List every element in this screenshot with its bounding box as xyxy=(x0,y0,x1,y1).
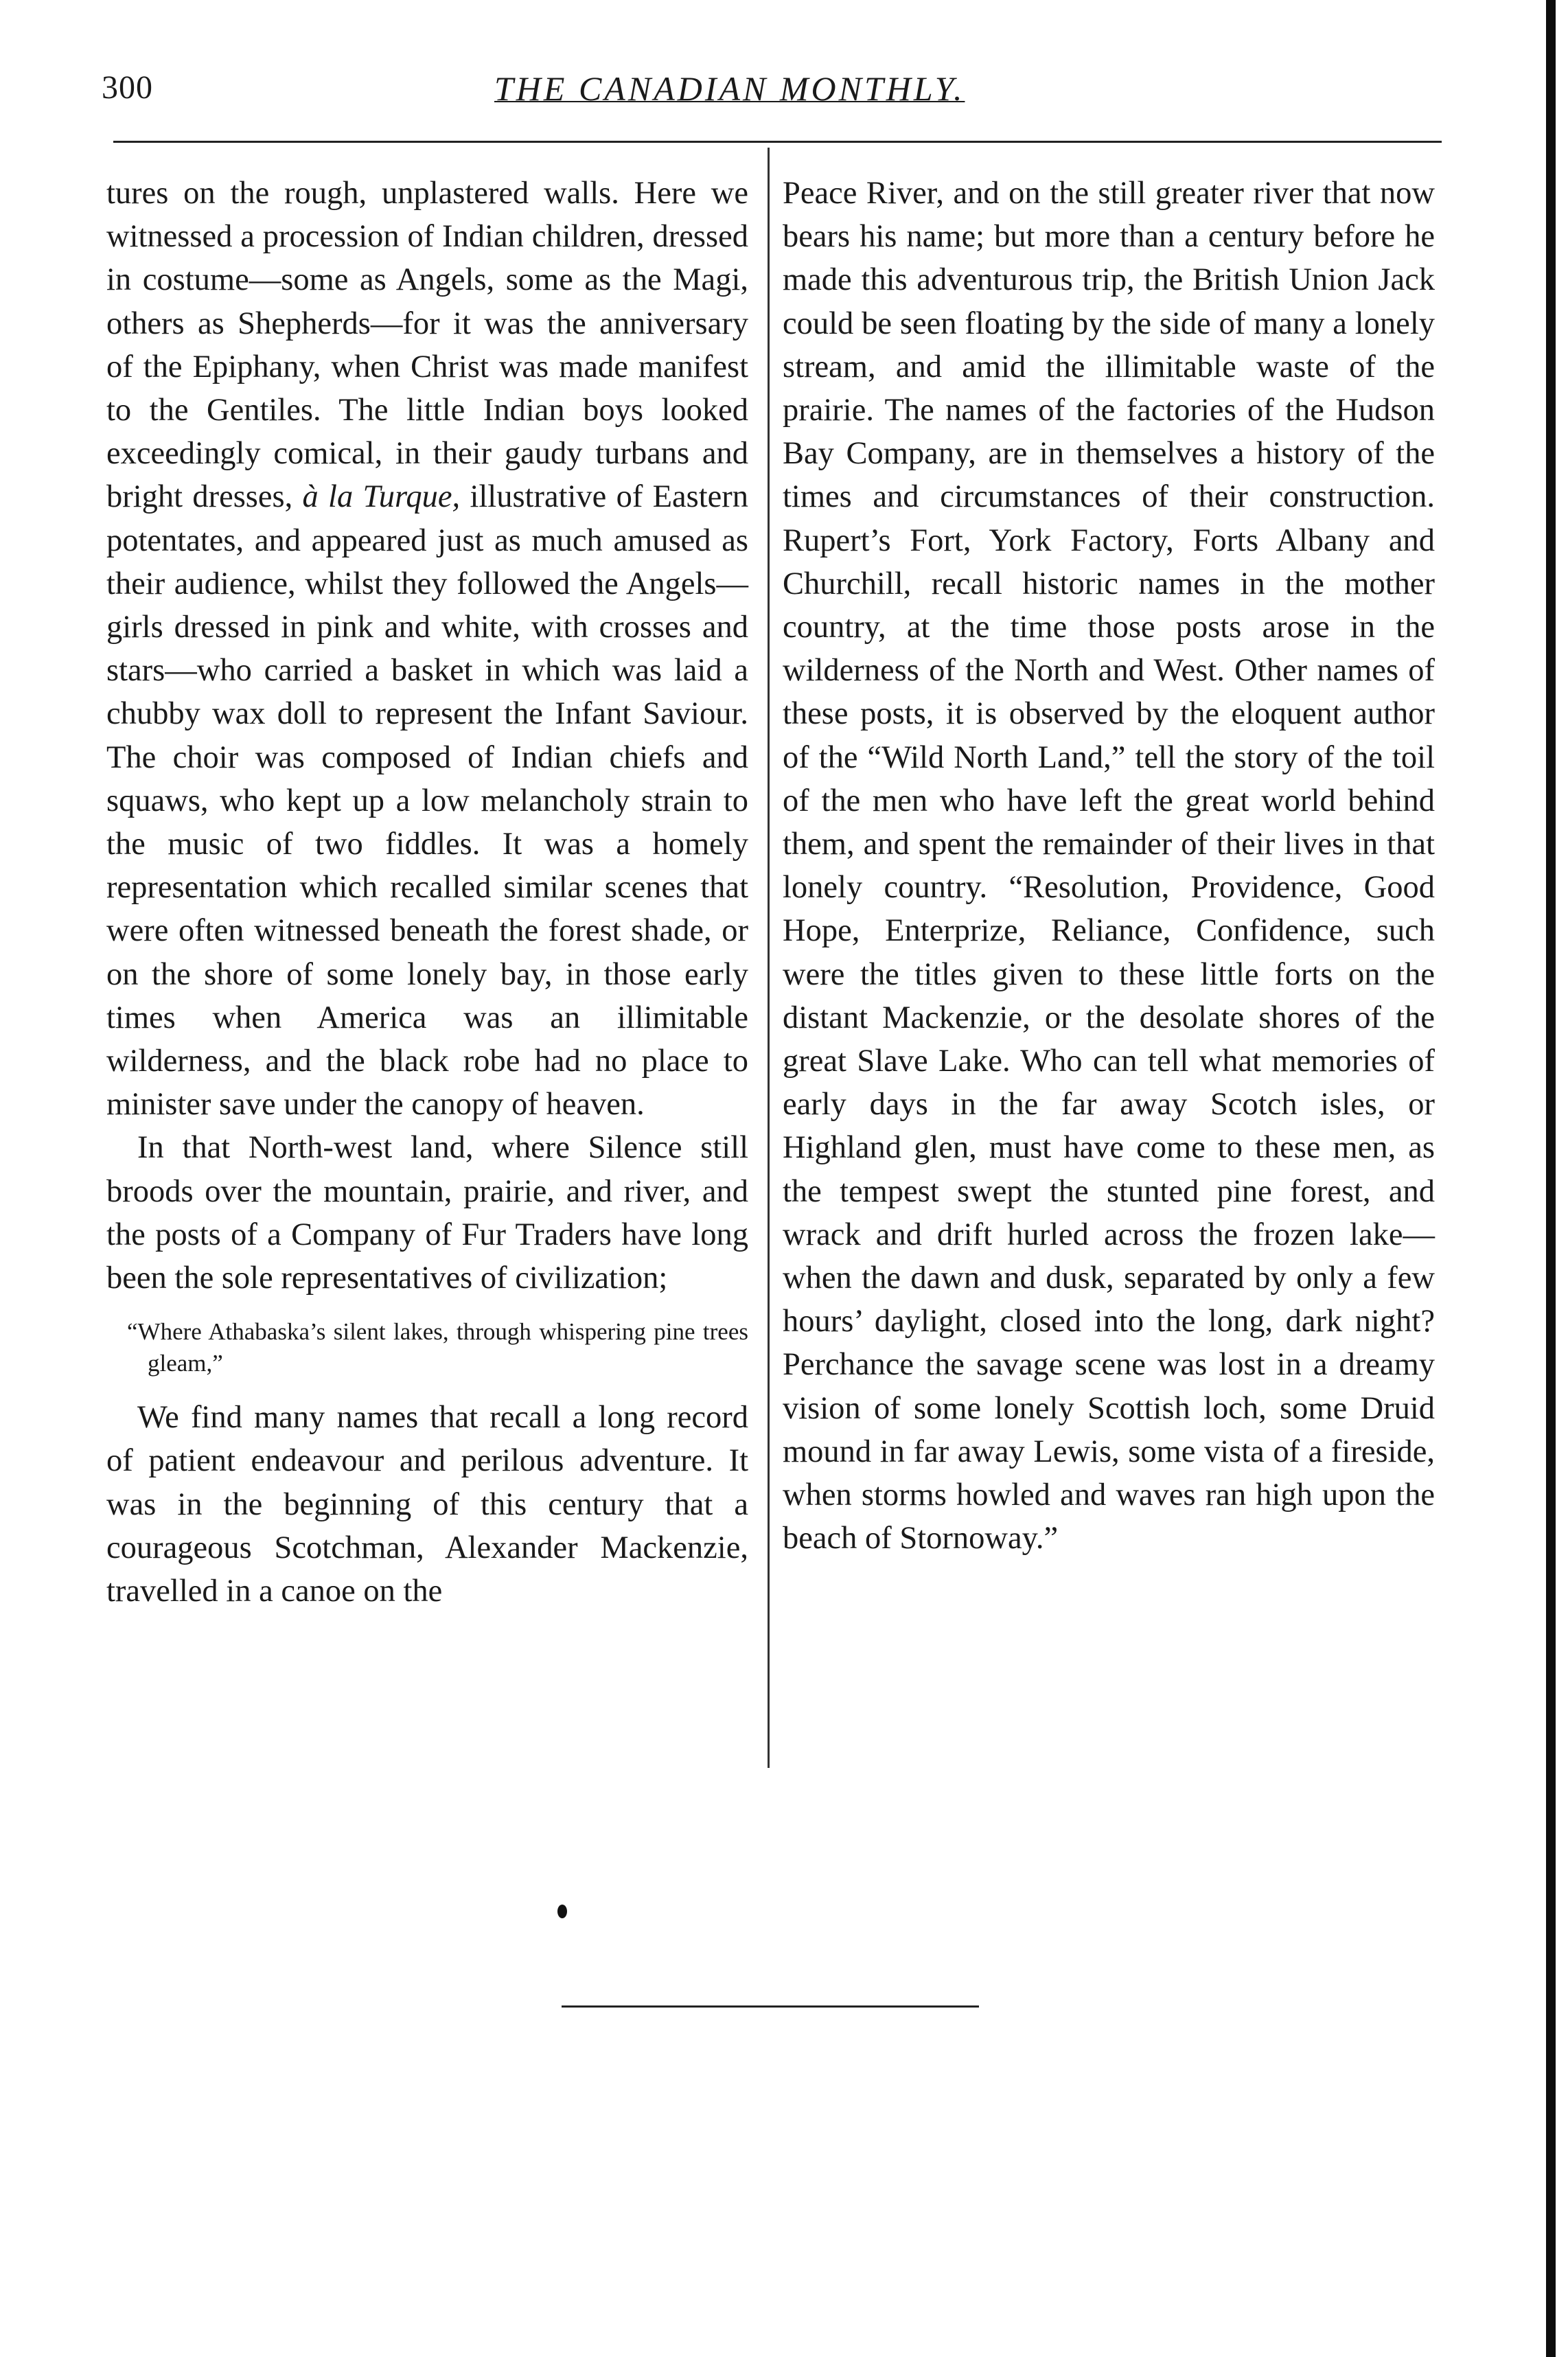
left-paragraph-1-text: tures on the rough, unplastered walls. Here we witnessed a procession of Indian children, dressed in costume—some as Angels, some as the Magi, others as Shepherds—for it was the anniversary of the Epiphany, when Christ was made manifest to the Gentiles. The little Indian boys looked exceedingly comical, in their gaudy turbans and bright dresses, xyxy=(106,176,748,515)
page-edge-bar xyxy=(1546,0,1556,2357)
ornament-dot xyxy=(557,1905,567,1918)
page-number: 300 xyxy=(102,69,153,106)
left-column xyxy=(106,172,748,1613)
left-paragraph-1 xyxy=(106,172,748,1126)
column-divider xyxy=(768,148,770,1768)
left-paragraph-1-italic: à la Turque, xyxy=(302,479,461,515)
left-paragraph-3: We find many names that recall a long record of patient endeavour and perilous adventure. It was in the beginning of this century that a courageous Scotchman, Alexander Mackenzie, travelled in a canoe on the xyxy=(106,1400,748,1609)
left-paragraph-2: In that North-west land, where Silence still broods over the mountain, prairie, and river, and the posts of a Company of Fur Traders have long been the sole representatives of civilization; xyxy=(106,1130,748,1296)
right-column xyxy=(783,172,1435,1561)
left-paragraph-1-rest: illustrative of Eastern potentates, and appeared just as much amused as their audience, whilst they followed the Angels—girls dressed in pink and white, with crosses and stars—who carried a basket in which was laid a chubby wax doll to represent the Infant Saviour. The choir was composed of Indian chiefs and squaws, who kept up a low melancholy strain to the music of two fiddles. It was a homely representation which recalled similar scenes that were often witnessed beneath the forest shade, or on the shore of some lonely bay, in those early times when America was an illimitable wilderness, and the black robe had no place to minister save under the canopy of heaven. xyxy=(106,479,749,1123)
running-title: THE CANADIAN MONTHLY. xyxy=(494,69,965,108)
verse-quote: “Where Athabaska’s silent lakes, through whispering pine trees gleam,” xyxy=(127,1318,748,1377)
right-paragraph-1: Peace River, and on the still greater river that now bears his name; but more than a century before he made this adventurous trip, the British Union Jack could be seen floating by the side of many a lonely stream, and amid the illimitable waste of the prairie. The names of the factories of the Hudson Bay Company, are in themselves a history of the times and circumstances of their construction. Rupert’s Fort, York Factory, Forts Albany and Churchill, recall historic names in the mother country, at the time those posts arose in the wilderness of the North and West. Other names of these posts, it is observed by the eloquent author of the “Wild North Land,” tell the story of the toil of the men who have left the great world behind them, and spent the remainder of their lives in that lonely country. “Resolution, Providence, Good Hope, Enterprize, Reliance, Confidence, such were the titles given to these little forts on the distant Mackenzie, or the desolate shores of the great Slave Lake. Who can tell what memories of early days in the far away Scotch isles, or Highland glen, must have come to these men, as the tempest swept the stunted pine forest, and wrack and drift hurled across the frozen lake—when the dawn and dusk, separated by only a few hours’ daylight, closed into the long, dark night? Perchance the savage scene was lost in a dreamy vision of some lonely Scottish loch, some Druid mound in far away Lewis, some vista of a fireside, when storms howled and waves ran high upon the beach of Stornoway.” xyxy=(783,176,1435,1556)
footer-rule xyxy=(562,2005,979,2008)
header-rule xyxy=(113,141,1442,143)
